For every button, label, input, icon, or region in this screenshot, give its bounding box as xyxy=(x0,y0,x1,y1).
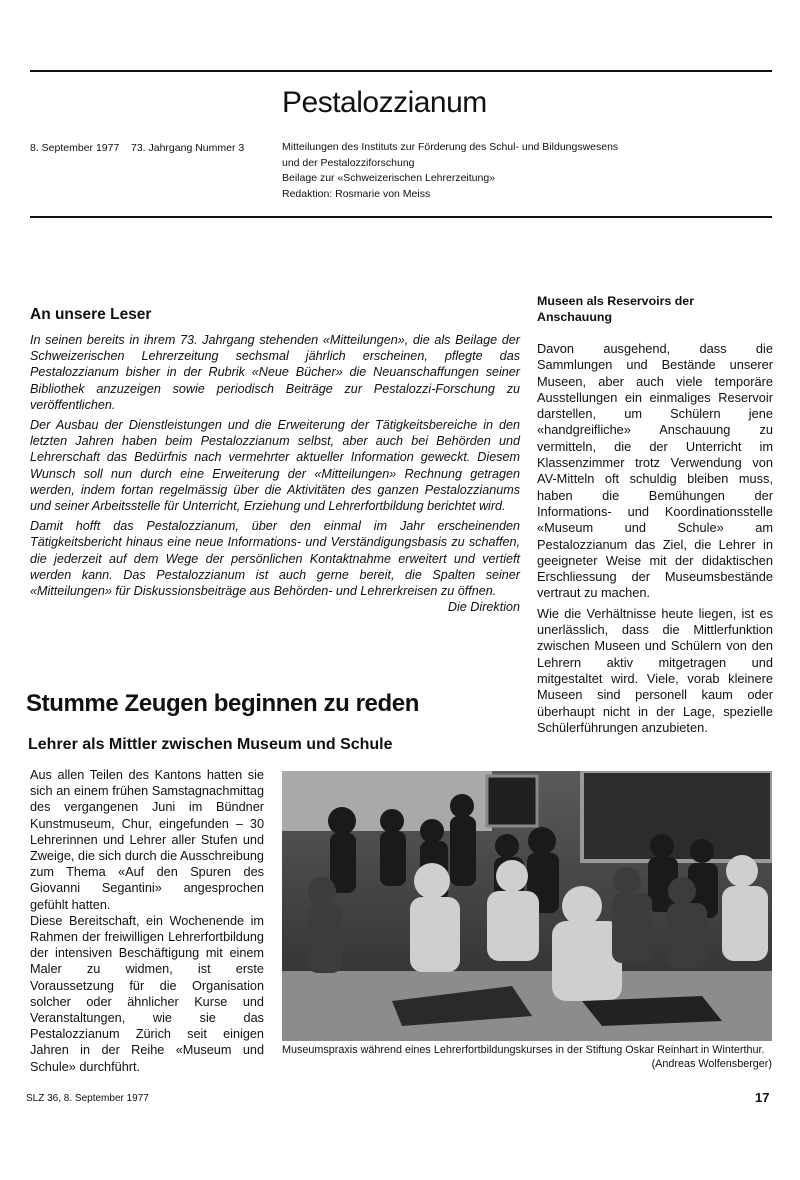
museen-heading-line: Museen als Reservoirs der xyxy=(537,294,695,308)
masthead-description xyxy=(282,140,618,202)
museen-paragraph: Wie die Verhältnisse heute liegen, ist es unerlässlich, dass die Mittlerfunktion zwischen Museen und Schülern von den Lehrern aktiv mitgetragen und mitgestaltet wird. Viele, vorab kleinere Museen sind personell kaum oder überhaupt nicht in der Lage, spezielle Schülerführungen anzubieten. xyxy=(537,605,773,735)
article-paragraph: Diese Bereitschaft, ein Wochenende im Rahmen der freiwilligen Lehrerfortbildung der intensiven Beschäftigung mit einem Maler zu widmen, ist erste Voraussetzung für die Organisation solcher oder ähnlicher Kurse und Veranstaltungen, wie sie das Pestalozzianum Zürich seit einigen Jahren in der Reihe «Museum und Schule» durchführt. xyxy=(30,913,264,1074)
museen-column xyxy=(537,293,773,736)
leser-heading: An unsere Leser xyxy=(30,306,152,323)
desc-line: Beilage zur «Schweizerischen Lehrerzeitung» xyxy=(282,172,496,184)
leser-signature: Die Direktion xyxy=(447,600,520,615)
desc-line: und der Pestalozziforschung xyxy=(282,156,415,169)
museen-paragraph: Davon ausgehend, dass die Sammlungen und Bestände unserer Museen, aber auch viele temporäre Ausstellungen ein einmaliges Reservoir darstellen, um Schülern jene «handgreifliche» Anschauung zu vermitteln, die der Unterricht im Klassenzimmer trotz Verwendung von AV-Mitteln oft schuldig bleiben muss, haben die Bemühungen der Informations- und Koordinationsstelle «Museum und Schule» am Pestalozzianum das Ziel, die Lehrer in geeigneter Weise mit der didaktischen Erschliessung der Museumsbestände vertraut zu machen. xyxy=(537,341,773,601)
photo-caption xyxy=(282,1044,772,1071)
leser-text xyxy=(30,332,520,615)
footer-source: SLZ 36, 8. September 1977 xyxy=(26,1093,149,1104)
masthead-title: Pestalozzianum xyxy=(282,86,487,119)
desc-line: Mitteilungen des Instituts zur Förderung des Schul- und Bildungswesens xyxy=(282,141,619,153)
issue-volume: 73. Jahrgang Nummer 3 xyxy=(130,142,245,154)
header-bottom-rule xyxy=(30,216,772,218)
article-column xyxy=(30,767,264,1075)
museen-heading xyxy=(537,293,773,325)
article-subheadline: Lehrer als Mittler zwischen Museum und Schule xyxy=(28,736,393,753)
issue-info xyxy=(30,142,244,154)
caption-text: Museumspraxis während eines Lehrerfortbildungskurses in der Stiftung Oskar Reinhart in Winterthur. xyxy=(282,1044,765,1056)
page-number: 17 xyxy=(755,1090,770,1105)
top-rule xyxy=(30,70,772,72)
desc-line: Redaktion: Rosmarie von Meiss xyxy=(282,187,431,200)
leser-paragraph: In seinen bereits in ihrem 73. Jahrgang stehenden «Mitteilungen», die als Beilage der Schweizerischen Lehrerzeitung sechsmal jährlich erscheinen, pflegte das Pestalozzianum bisher in der Rubrik «Neue Bücher» die Neuanschaffungen seiner Bibliothek anzuzeigen sowie periodisch Beiträge zur Pestalozzi-Forschung zu veröffentlichen. xyxy=(30,333,520,412)
article-headline: Stumme Zeugen beginnen zu reden xyxy=(26,690,419,717)
leser-paragraph: Damit hofft das Pestalozzianum, über den einmal im Jahr erscheinenden Tätigkeitsbericht hinaus eine neue Informations- und Verständigungsbasis zu schaffen, die jederzeit auf dem Wege der persönlichen Kontaktnahme erweitert und vertieft werden kann. Das Pestalozzianum ist auch gerne bereit, die Spalten seiner «Mitteilungen» für Diskussionsbeiträge aus Behörden- und Lehrerkreisen zu öffnen. xyxy=(30,519,520,599)
leser-paragraph: Der Ausbau der Dienstleistungen und die Erweiterung der Tätigkeitsbereiche in den letzten Jahren haben beim Pestalozzianum selbst, aber auch bei Behörden und Lehrerschaft das Bedürfnis nach vermehrter aktueller Information geweckt. Diesem Wunsch soll nun durch eine Erweiterung der «Mitteilungen» Rechnung getragen werden, indem fortan regelmässig über die Aktivitäten des ganzen Pestalozzianums und seiner Arbeitsstelle für Unterricht, Erziehung und Lehrerfortbildung berichtet wird. xyxy=(30,418,520,514)
article-paragraph: Aus allen Teilen des Kantons hatten sie sich an einem frühen Samstagnachmittag des vergangenen Juni im Bündner Kunstmuseum, Chur, eingefunden – 30 Lehrerinnen und Lehrer aller Stufen und Zweige, die sich durch die Ausschreibung zum Thema «Auf den Spuren des Giovanni Segantini» angesprochen gefühlt hatten. xyxy=(30,768,264,912)
museum-photo xyxy=(282,771,772,1041)
caption-credit: (Andreas Wolfensberger) xyxy=(651,1057,772,1070)
museen-heading-line: Anschauung xyxy=(537,310,613,324)
issue-date: 8. September 1977 xyxy=(30,142,120,154)
